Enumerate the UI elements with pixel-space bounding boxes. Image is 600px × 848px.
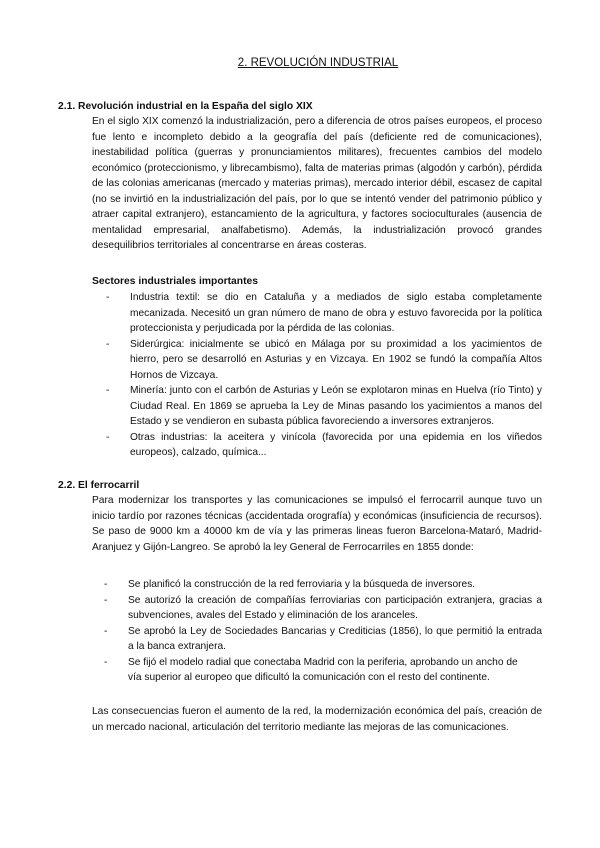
sectors-subheading: Sectores industriales importantes xyxy=(92,276,258,287)
list-item xyxy=(106,430,542,461)
list-item-text: Industria textil: se dio en Cataluña y a mediados de siglo estaba completamente mecanizada. Necesitó un gran número de mano de obra y estuvo favorecida por la política proteccionista y perjudicada por la pérdida de las colonias. xyxy=(130,292,542,334)
dash-bullet: - xyxy=(106,385,110,396)
dash-bullet: - xyxy=(106,292,110,303)
dash-bullet: - xyxy=(104,656,108,668)
list-item xyxy=(106,290,542,337)
dash-bullet: - xyxy=(106,431,110,443)
section-2-heading: 2.2. El ferrocarril xyxy=(58,480,140,491)
list-item xyxy=(106,337,542,384)
list-item xyxy=(104,624,542,655)
section-1-heading: 2.1. Revolución industrial en la España del siglo XIX xyxy=(58,101,313,112)
list-item-text: Se fijó el modelo radial que conectaba Madrid con la periferia, aprobando un ancho de vía superior al europeo que dificultó la comunicación con el resto del continente. xyxy=(128,656,518,683)
list-item-text: Otras industrias: la aceitera y vinícola (favorecida por una epidemia en los viñedos europeos), calzado, química... xyxy=(130,431,542,458)
section-2-paragraph: Para modernizar los transportes y las comunicaciones se impulsó el ferrocarril aunque tuvo un inicio tardío por razones técnicas (accidentada orografía) y económicas (insuficiencia de recursos). Se paso de 9000 km a 40000 km de vía y las primeras lineas fueron Barcelona-Mataró, Madrid-Aranjuez y Gijón-Langreo. Se aprobó la ley General de Ferrocarriles en 1855 donde: xyxy=(92,495,542,553)
sectors-list xyxy=(106,290,542,461)
list-item-text: Se planificó la construcción de la red ferroviaria y la búsqueda de inversores. xyxy=(128,579,476,590)
dash-bullet: - xyxy=(104,594,108,606)
dash-bullet: - xyxy=(106,338,110,350)
list-item-text: Se autorizó la creación de compañías ferroviarias con participación extranjera, gracias a subvenciones, avales del Estado y eliminación de los aranceles. xyxy=(128,594,542,621)
railway-law-list xyxy=(104,577,542,686)
list-item-text: Se aprobó la Ley de Sociedades Bancarias y Crediticias (1856), lo que permitió la entrada a la banca extranjera. xyxy=(128,625,542,652)
list-item xyxy=(104,577,542,593)
list-item-text: Siderúrgica: inicialmente se ubicó en Málaga por su proximidad a los yacimientos de hierro, pero se desarrolló en Asturias y en Vizcaya. En 1902 se fundó la compañía Altos Hornos de Vizcaya. xyxy=(130,338,542,381)
page-title: 2. REVOLUCIÓN INDUSTRIAL xyxy=(237,57,399,69)
list-item-text: Minería: junto con el carbón de Asturias y León se explotaron minas en Huelva (río Tinto) y Ciudad Real. En 1869 se aprueba la Ley de Minas pasando los yacimientos a manos del Estado y se vendieron en subasta pública favoreciendo a inversores extranjeros. xyxy=(130,385,542,427)
list-item xyxy=(106,383,542,430)
conclusion-paragraph: Las consecuencias fueron el aumento de la red, la modernización económica del país, creación de un mercado nacional, articulación del territorio mediante las mejoras de las comunicaciones. xyxy=(92,706,542,733)
dash-bullet: - xyxy=(104,579,108,590)
list-item xyxy=(104,593,542,624)
section-1-paragraph: En el siglo XIX comenzó la industrialización, pero a diferencia de otros países europeos, el proceso fue lento e incompleto debido a la geografía del país (deficiente red de comunicaciones), inestabilidad política (guerras y pronunciamientos militares), frecuentes cambios del modelo económico (proteccionismo, y librecambismo), falta de materias primas (algodón y carbón), pérdida de las colonias americanas (mercado y materias primas), mercado interior débil, escasez de capital (no se invirtió en la industrialización del país, por lo que se intentó vender del patrimonio público y atraer capital extranjero), estancamiento de la agricultura, y factores socioculturales (ausencia de mentalidad empresarial, analfabetismo). Además, la industrialización provocó grandes desequilibrios territoriales al concentrarse en áreas costeras. xyxy=(92,116,542,251)
dash-bullet: - xyxy=(104,625,108,637)
list-item xyxy=(104,655,524,686)
